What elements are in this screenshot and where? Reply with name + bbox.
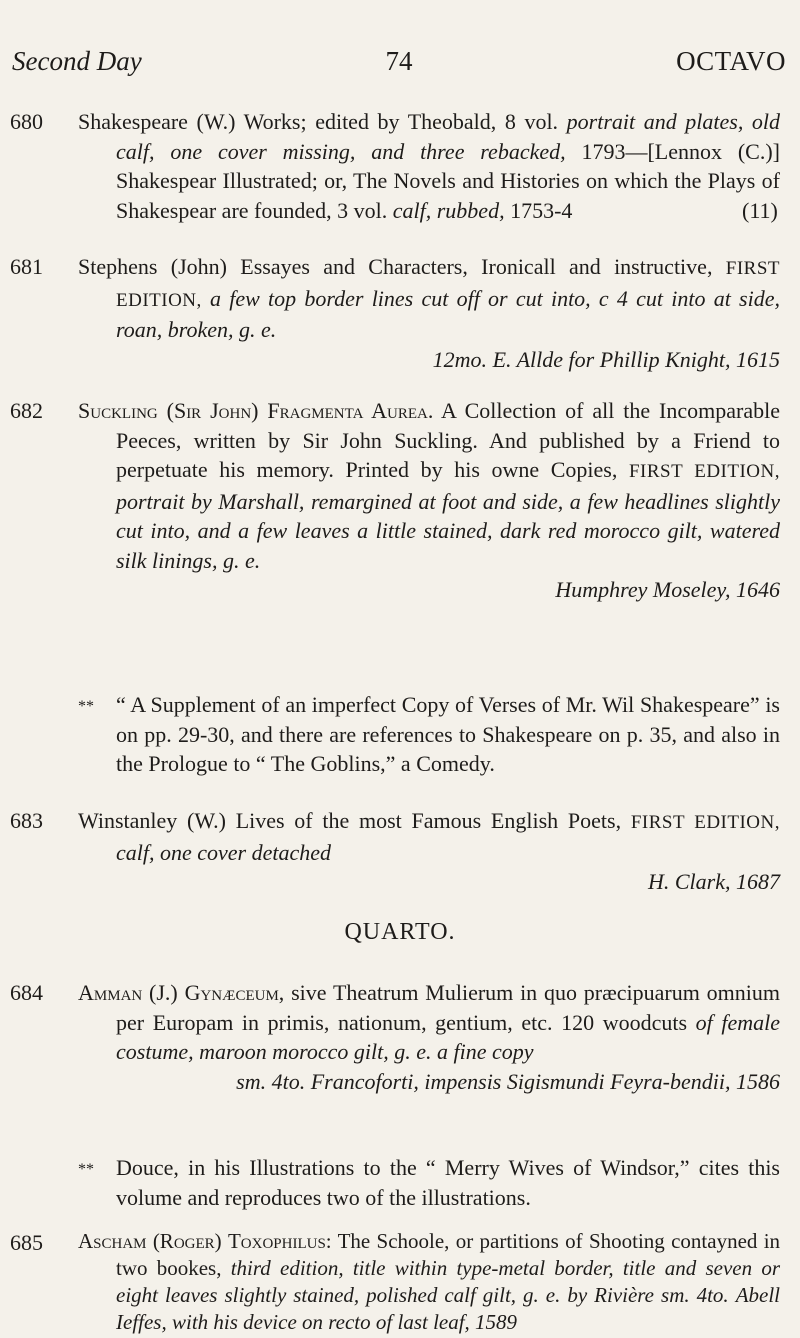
lot-number: 685: [10, 1230, 43, 1255]
lot-author: Suckling (Sir John): [78, 398, 259, 423]
lot-extra: 1793—[Lennox (C.)] Shakespear Illustrated; or, The Novels and Histories on which the Plays of Shakespear are founded, 3 vol.: [116, 138, 780, 223]
header-day: Second Day: [12, 46, 142, 76]
lot-description: third edition, title within type-metal border, title and seven or eight leaves slightly stained, polished calf gilt, g. e. by Rivière: [116, 1256, 780, 1307]
lot-date: 1753-4: [510, 197, 573, 223]
note-marker: **: [78, 1161, 94, 1178]
note-marker: **: [78, 698, 94, 715]
lot-date: 1615: [736, 346, 780, 372]
lot-title: The Schoole, or partitions of Shooting contayned in two bookes,: [116, 1229, 781, 1280]
lot-681: [0, 252, 780, 374]
lot-imprint-line: [116, 867, 780, 897]
lot-682-note: [78, 690, 780, 779]
lot-author: Shakespeare (W.) Works; edited by Theobald, 8 vol.: [78, 109, 559, 134]
lot-edition: FIRST EDITION,: [628, 461, 780, 482]
section-heading: QUARTO.: [344, 919, 456, 945]
lot-imprint: Abell Ieffes, with his device on recto of last leaf, 1589: [116, 1283, 781, 1334]
lot-title: A Collection of all the Incomparable Peeces, written by Sir John Suckling. And published by a Friend to perpetuate his memory. Printed by his owne Copies,: [116, 398, 780, 482]
lot-extra-description: calf, rubbed,: [392, 197, 505, 223]
lot-imprint: Humphrey Moseley, 1646: [555, 577, 780, 602]
lot-description: portrait by Marshall, remargined at foot and side, a few headlines slightly cut into, and a few leaves a little stained, dark red morocco gilt, watered silk linings, g. e.: [116, 488, 780, 573]
note-text: “ A Supplement of an imperfect Copy of Verses of Mr. Wil Shakespeare” is on pp. 29-30, and there are references to Shakespeare on p. 35, and also in the Prologue to “ The Goblins,” a Comedy.: [116, 692, 780, 776]
lot-685: [0, 1228, 780, 1336]
lot-imprint-line: [116, 1067, 780, 1097]
lot-format: sm. 4to.: [661, 1283, 729, 1307]
lot-number: 683: [10, 808, 43, 833]
lot-description: a few top border lines cut off or cut into, c 4 cut into at side, roan, broken, g. e.: [116, 285, 780, 342]
header-page-number: 74: [385, 46, 413, 76]
lot-number: 680: [10, 109, 43, 134]
lot-imprint: H. Clark, 1687: [648, 869, 780, 894]
lot-edition: FIRST EDITION,: [116, 258, 780, 311]
lot-684-note: [78, 1153, 780, 1212]
lot-format: 12mo.: [432, 346, 488, 372]
lot-680: 680 Shakespeare (W.) Works; edited by Theobald, 8 vol. portrait and plates, old calf, one cover missing, and three rebacked, 1793—[Lennox (C.)] Shakespear Illustrated; or, The Novels and Histories on which the Plays of Shakespear are founded, 3 vol. calf, rubbed, 1753-4 (11): [10, 109, 781, 223]
lot-imprint-line: [116, 575, 780, 605]
lot-title-caps: Toxophilus:: [227, 1229, 332, 1253]
lot-number: 682: [10, 398, 43, 423]
lot-682: [0, 396, 780, 605]
lot-description: portrait and plates, old calf, one cover missing, and three rebacked,: [116, 109, 781, 164]
lot-imprint: Francoforti, impensis Sigismundi Feyra-bendii, 1586: [310, 1068, 780, 1094]
lot-format: sm. 4to.: [236, 1068, 306, 1094]
lot-description: of female costume, maroon morocco gilt, g. e. a fine copy: [116, 1009, 780, 1064]
lot-edition: FIRST EDITION,: [630, 812, 780, 833]
running-header: [12, 46, 786, 86]
lot-author: Winstanley (W.) Lives of the most Famous English Poets,: [78, 808, 622, 833]
lot-author: Amman (J.): [78, 980, 178, 1005]
lot-title-caps: Fragmenta Aurea.: [267, 398, 434, 423]
lot-number: 684: [10, 980, 43, 1005]
lot-imprint-line: [116, 345, 780, 375]
lot-title-caps: Gynæceum,: [184, 980, 285, 1005]
note-text: Douce, in his Illustrations to the “ Merry Wives of Windsor,” cites this volume and reproduces two of the illustrations.: [116, 1155, 780, 1210]
lot-683: [0, 806, 780, 897]
header-format: OCTAVO: [676, 46, 786, 76]
lot-title: sive Theatrum Mulierum in quo præcipuarum omnium per Europam in primis, nationum, gentium, etc. 120 woodcuts: [116, 980, 781, 1035]
lot-684: [0, 978, 780, 1096]
lot-imprint: E. Allde for Phillip Knight,: [492, 346, 731, 372]
lot-number: 681: [10, 254, 43, 279]
lot-description: calf, one cover detached: [116, 839, 332, 865]
lot-author: Stephens (John) Essayes and Characters, Ironicall and instructive,: [78, 254, 713, 279]
lot-author: Ascham (Roger): [78, 1229, 222, 1253]
